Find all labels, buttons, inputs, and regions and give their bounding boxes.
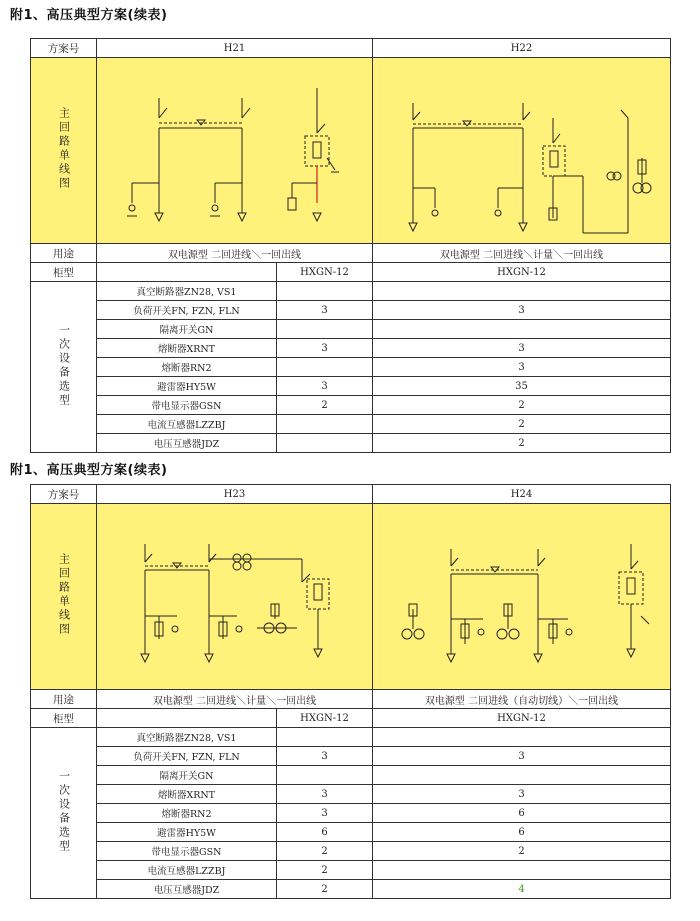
equipment-qty-a	[277, 320, 373, 339]
equipment-qty-b	[373, 861, 671, 880]
equipment-qty-b	[373, 282, 671, 301]
usage-label: 用途	[31, 690, 97, 709]
usage-h22: 双电源型 二回进线＼计量＼一回出线	[373, 244, 671, 263]
equipment-qty-b: 3	[373, 358, 671, 377]
equipment-qty-b: 35	[373, 377, 671, 396]
equipment-qty-b	[373, 766, 671, 785]
equipment-item: 电流互感器LZZBJ	[97, 861, 277, 880]
equipment-item: 负荷开关FN, FZN, FLN	[97, 301, 277, 320]
equipment-item: 避雷器HY5W	[97, 377, 277, 396]
circuit-diagram-h24	[373, 504, 671, 690]
equipment-item: 隔离开关GN	[97, 766, 277, 785]
equipment-item: 负荷开关FN, FZN, FLN	[97, 747, 277, 766]
scheme-no-label: 方案号	[31, 39, 97, 58]
equipment-qty-a: 3	[277, 804, 373, 823]
usage-h21: 双电源型 二回进线＼一回出线	[97, 244, 373, 263]
usage-label: 用途	[31, 244, 97, 263]
circuit-label-cell	[31, 58, 97, 244]
equipment-qty-a: 2	[277, 842, 373, 861]
circuit-diagram-h23	[97, 504, 373, 690]
equipment-item: 电压互感器JDZ	[97, 434, 277, 453]
equipment-label-cell	[31, 282, 97, 453]
equipment-item: 熔断器XRNT	[97, 339, 277, 358]
scheme-h22-label: H22	[373, 39, 671, 58]
cabinet-h23: HXGN-12	[277, 709, 373, 728]
equipment-qty-b: 2	[373, 415, 671, 434]
equipment-qty-a: 3	[277, 747, 373, 766]
equipment-item: 电压互感器JDZ	[97, 880, 277, 899]
equipment-item: 真空断路器ZN28, VS1	[97, 728, 277, 747]
section-heading-1: 附1、高压典型方案(续表)	[10, 8, 168, 23]
equipment-item: 熔断器RN2	[97, 358, 277, 377]
cabinet-h22: HXGN-12	[373, 263, 671, 282]
equipment-item: 避雷器HY5W	[97, 823, 277, 842]
equipment-qty-b: 3	[373, 785, 671, 804]
equipment-qty-b: 2	[373, 842, 671, 861]
scheme-h24-label: H24	[373, 485, 671, 504]
equipment-qty-a: 3	[277, 785, 373, 804]
equipment-item: 带电显示器GSN	[97, 842, 277, 861]
single-line-diagram-h24	[373, 504, 671, 689]
equipment-qty-a: 3	[277, 377, 373, 396]
equipment-qty-b	[373, 728, 671, 747]
equipment-qty-b: 6	[373, 823, 671, 842]
equipment-item: 熔断器RN2	[97, 804, 277, 823]
circuit-label-cell	[31, 504, 97, 690]
equipment-qty-a	[277, 415, 373, 434]
equipment-qty-a: 3	[277, 339, 373, 358]
usage-h24: 双电源型 二回进线（自动切线）＼一回出线	[373, 690, 671, 709]
equipment-qty-a: 6	[277, 823, 373, 842]
usage-h23: 双电源型 二回进线＼计量＼一回出线	[97, 690, 373, 709]
cabinet-h21: HXGN-12	[277, 263, 373, 282]
equipment-qty-b: 3	[373, 747, 671, 766]
equipment-item: 熔断器XRNT	[97, 785, 277, 804]
single-line-diagram-h23	[97, 504, 373, 689]
cabinet-label: 柜型	[31, 263, 97, 282]
equipment-label: 一次设备选型	[57, 323, 71, 408]
equipment-qty-a: 2	[277, 396, 373, 415]
equipment-qty-b: 3	[373, 339, 671, 358]
circuit-label: 主回路单线图	[57, 107, 71, 191]
equipment-qty-b: 2	[373, 434, 671, 453]
single-line-diagram-h22	[373, 58, 671, 243]
equipment-label-cell	[31, 728, 97, 899]
equipment-qty-a	[277, 358, 373, 377]
equipment-qty-b: 3	[373, 301, 671, 320]
equipment-qty-b: 2	[373, 396, 671, 415]
circuit-label: 主回路单线图	[57, 553, 71, 637]
scheme-no-label: 方案号	[31, 485, 97, 504]
circuit-diagram-h21	[97, 58, 373, 244]
scheme-table-1	[30, 38, 671, 453]
equipment-qty-a	[277, 728, 373, 747]
equipment-item: 电流互感器LZZBJ	[97, 415, 277, 434]
equipment-item: 带电显示器GSN	[97, 396, 277, 415]
equipment-qty-a	[277, 434, 373, 453]
circuit-diagram-h22	[373, 58, 671, 244]
equipment-item: 隔离开关GN	[97, 320, 277, 339]
equipment-label: 一次设备选型	[57, 769, 71, 854]
single-line-diagram-h21	[97, 58, 373, 243]
scheme-table-2	[30, 484, 671, 899]
equipment-qty-a: 2	[277, 861, 373, 880]
scheme-h23-label: H23	[97, 485, 373, 504]
equipment-qty-a: 2	[277, 880, 373, 899]
equipment-qty-b: 6	[373, 804, 671, 823]
equipment-qty-b	[373, 320, 671, 339]
equipment-qty-b: 4	[373, 880, 671, 899]
equipment-qty-a	[277, 766, 373, 785]
section-heading-2: 附1、高压典型方案(续表)	[10, 463, 168, 478]
scheme-h21-label: H21	[97, 39, 373, 58]
cabinet-label: 柜型	[31, 709, 97, 728]
equipment-qty-a: 3	[277, 301, 373, 320]
equipment-qty-a	[277, 282, 373, 301]
equipment-item: 真空断路器ZN28, VS1	[97, 282, 277, 301]
cabinet-h24: HXGN-12	[373, 709, 671, 728]
